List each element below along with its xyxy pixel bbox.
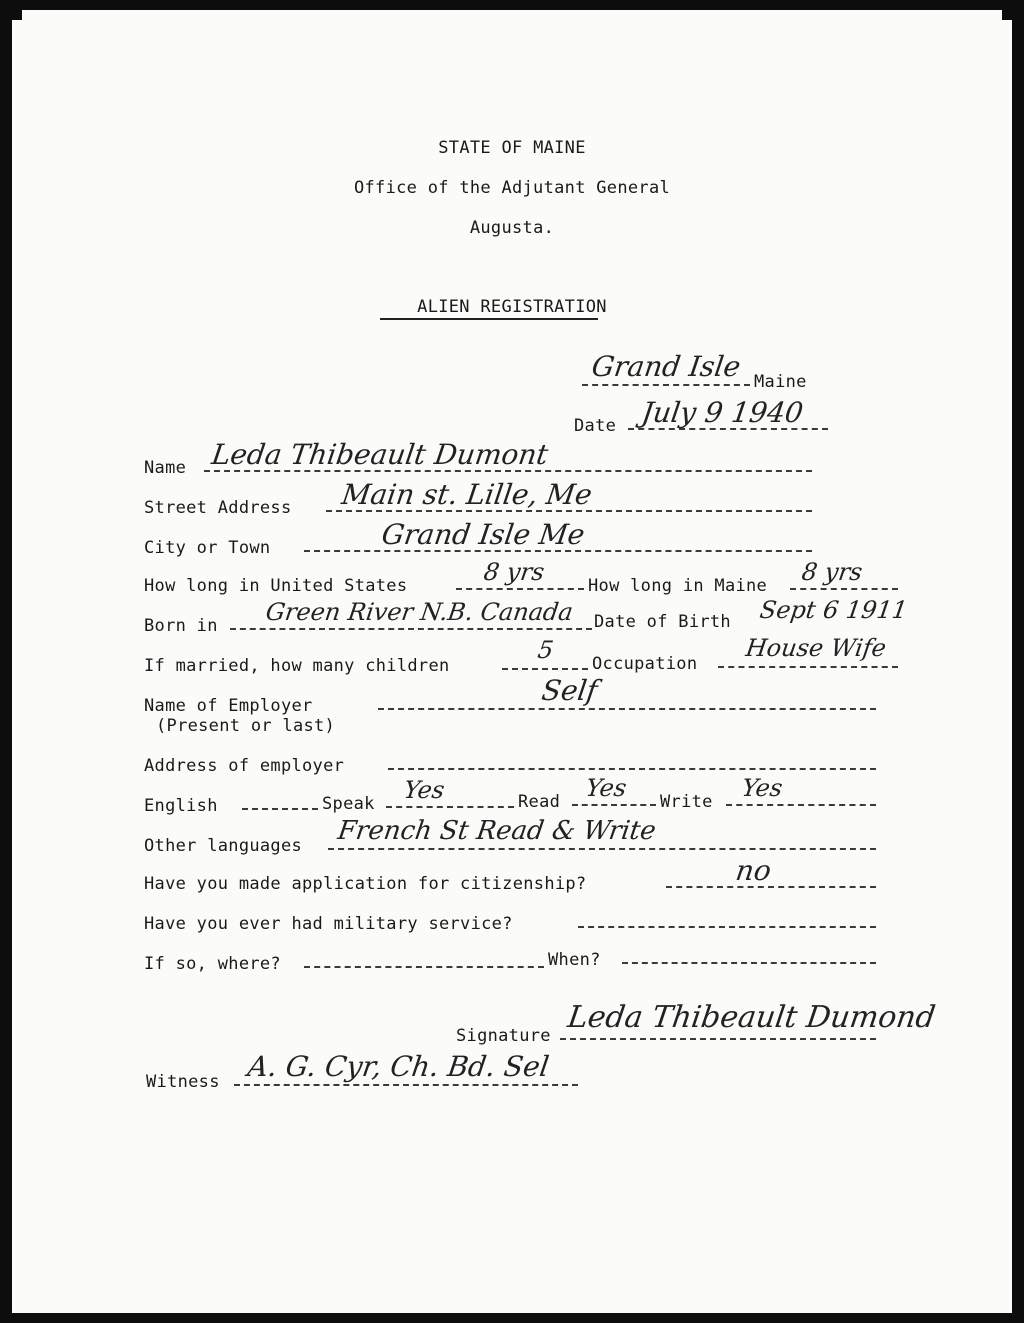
military-label: Have you ever had military service?: [144, 914, 513, 934]
occupation-label: Occupation: [592, 654, 698, 674]
form-title: ALIEN REGISTRATION: [417, 297, 607, 317]
read-line: [572, 804, 656, 806]
other-languages-label: Other languages: [144, 836, 303, 856]
occupation-line: [718, 666, 898, 668]
write-line: [726, 804, 876, 806]
how-long-us-line: [456, 588, 584, 590]
citizenship-line: [666, 886, 876, 888]
witness-label: Witness: [146, 1072, 220, 1092]
town-value: Grand Isle: [589, 350, 743, 383]
witness-line: [234, 1084, 578, 1086]
employer-value: Self: [539, 674, 600, 707]
employer-line: [378, 708, 876, 710]
how-long-us-label: How long in United States: [144, 576, 408, 596]
write-label: Write: [660, 792, 713, 812]
title-underline: [380, 318, 598, 320]
children-value: 5: [536, 636, 556, 664]
how-long-maine-line: [790, 588, 898, 590]
signature-line: [560, 1038, 876, 1040]
when-line: [622, 962, 876, 964]
other-languages-value: French St Read & Write: [335, 816, 658, 846]
born-in-line: [230, 628, 592, 630]
military-line: [578, 926, 876, 928]
how-long-us-value: 8 yrs: [482, 558, 547, 586]
date-value: July 9 1940: [639, 396, 806, 429]
header-city: Augusta.: [469, 218, 555, 238]
present-or-last-label: (Present or last): [156, 716, 336, 736]
maine-label: Maine: [754, 372, 807, 392]
born-in-value: Green River N.B. Canada: [264, 598, 575, 626]
speak-line: [386, 806, 514, 808]
occupation-value: House Wife: [744, 634, 888, 662]
other-languages-line: [328, 848, 876, 850]
document-page: [12, 10, 1012, 1313]
children-line: [502, 668, 588, 670]
married-label: If married, how many children: [144, 656, 450, 676]
citizenship-label: Have you made application for citizenship?: [144, 874, 587, 894]
witness-value: A. G. Cyr, Ch. Bd. Sel: [245, 1050, 552, 1083]
where-label: If so, where?: [144, 954, 281, 974]
english-line: [242, 808, 318, 810]
write-value: Yes: [740, 774, 785, 802]
street-address-value: Main st. Lille, Me: [339, 478, 595, 511]
city-label: City or Town: [144, 538, 271, 558]
signature-label: Signature: [456, 1026, 551, 1046]
header-office: Office of the Adjutant General: [353, 178, 671, 198]
page-corner: [1002, 10, 1012, 20]
address-employer-line: [388, 768, 876, 770]
page-corner: [12, 10, 22, 20]
town-line: [582, 384, 750, 386]
read-value: Yes: [584, 774, 629, 802]
speak-label: Speak: [322, 794, 375, 814]
citizenship-value: no: [733, 854, 774, 887]
street-address-label: Street Address: [144, 498, 292, 518]
where-line: [304, 966, 544, 968]
read-label: Read: [518, 792, 561, 812]
name-value: Leda Thibeault Dumont: [209, 438, 551, 471]
name-label: Name: [144, 458, 187, 478]
employer-label: Name of Employer: [144, 696, 313, 716]
address-employer-label: Address of employer: [144, 756, 345, 776]
how-long-maine-value: 8 yrs: [800, 558, 865, 586]
signature-value: Leda Thibeault Dumond: [565, 1000, 938, 1035]
born-in-label: Born in: [144, 616, 218, 636]
how-long-maine-label: How long in Maine: [588, 576, 768, 596]
date-of-birth-value: Sept 6 1911: [758, 596, 910, 624]
english-label: English: [144, 796, 218, 816]
date-of-birth-label: Date of Birth: [594, 612, 731, 632]
speak-value: Yes: [402, 776, 447, 804]
header-state: STATE OF MAINE: [438, 138, 586, 158]
date-label: Date: [574, 416, 617, 436]
city-value: Grand Isle Me: [379, 518, 587, 551]
when-label: When?: [548, 950, 601, 970]
